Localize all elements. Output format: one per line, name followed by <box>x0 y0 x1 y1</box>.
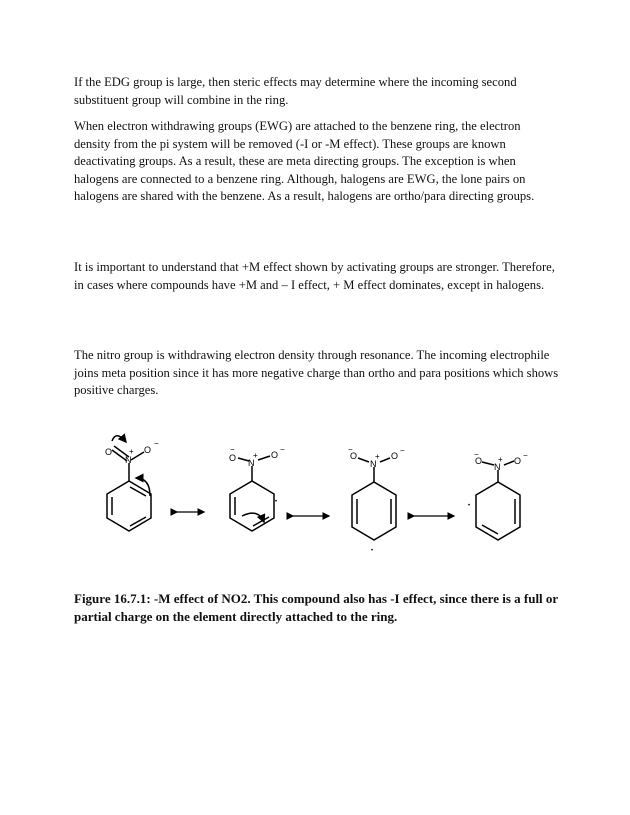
radical-dot: • <box>275 499 278 505</box>
oxygen-atom-label: O <box>391 451 399 461</box>
negative-charge: − <box>474 450 479 459</box>
negative-charge: − <box>230 445 235 454</box>
paragraph-steric-effects: If the EDG group is large, then steric effects may determine where the incoming second substituent group will combine in the ring. <box>74 75 517 107</box>
oxygen-atom-label: O <box>271 450 279 460</box>
oxygen-atom-label: O <box>105 447 113 457</box>
negative-charge: − <box>400 446 405 455</box>
radical-dot: • <box>468 503 471 509</box>
resonance-structure-4 <box>476 461 520 540</box>
nitrogen-atom-label: N <box>125 455 132 465</box>
nitrobenzene-resonance-figure <box>92 428 542 558</box>
radical-dot: • <box>371 548 374 554</box>
positive-charge: + <box>253 451 258 460</box>
negative-charge: − <box>154 439 159 448</box>
oxygen-atom-label: O <box>475 456 483 466</box>
oxygen-atom-label: O <box>514 456 522 466</box>
positive-charge: + <box>375 452 380 461</box>
positive-charge: + <box>129 447 134 456</box>
resonance-structure-3 <box>352 458 396 540</box>
paragraph-ewg: When electron withdrawing groups (EWG) are attached to the benzene ring, the electron density from the pi system will be removed (-I or -M effect). These groups are known deactivating groups. As a result, these are meta directing groups. The exception is when halogens are connected to a benzene ring. Although, halogens are EWG, the lone pairs on halogens are shared with the benzene. As a result, halogens are ortho/para directing groups. <box>74 119 535 204</box>
oxygen-atom-label: O <box>229 453 237 463</box>
oxygen-atom-label: O <box>350 451 358 461</box>
paragraph-nitro-group: The nitro group is withdrawing electron density through resonance. The incoming electrophile joins meta position since it has more negative charge than ortho and para positions which shows positive charges. <box>74 348 559 398</box>
positive-charge: + <box>498 455 503 464</box>
figure-caption: Figure 16.7.1: -M effect of NO2. This compound also has -I effect, since there is a full or partial charge on the element directly attached to the ring. <box>74 591 558 624</box>
nitrogen-atom-label: N <box>248 458 255 468</box>
oxygen-atom-label: O <box>144 445 152 455</box>
negative-charge: − <box>523 451 528 460</box>
negative-charge: − <box>348 445 353 454</box>
paragraph-m-effect: It is important to understand that +M effect shown by activating groups are stronger. Therefore, in cases where compounds have +M and – I effect, + M effect dominates, except in halogens. <box>74 260 555 292</box>
nitrogen-atom-label: N <box>494 462 501 472</box>
nitrogen-atom-label: N <box>370 459 377 469</box>
negative-charge: − <box>280 445 285 454</box>
